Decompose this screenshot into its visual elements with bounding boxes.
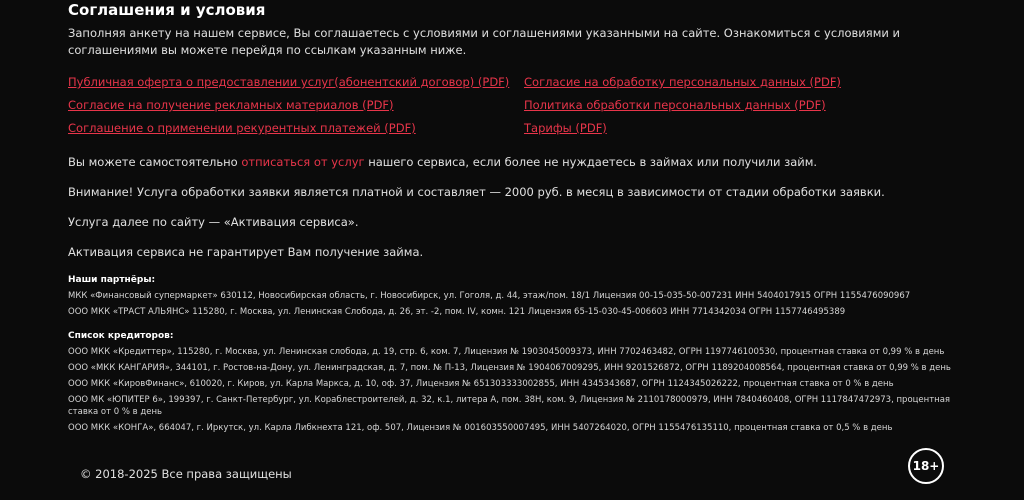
unsubscribe-text-before: Вы можете самостоятельно [68,155,242,169]
disclaimer-paragraph: Активация сервиса не гарантирует Вам получение займа. [68,245,424,259]
link-personal-data-consent[interactable]: Согласие на обработку персональных данных (PDF) [524,75,841,89]
creditor-item: ООО МК «ЮПИТЕР 6», 199397, г. Санкт-Петербург, ул. Кораблестроителей, д. 32, к.1, литера А, пом. 38Н, ком. 9, Лицензия № 2110178000979, ИНН 7840460408, ОГРН 1117847472973, процентная ставка от 0 % в день [68,395,951,417]
creditor-item: ООО МКК «КировФинанс», 610020, г. Киров, ул. Карла Маркса, д. 10, оф. 37, Лицензия № 651303333002855, ИНН 4345343687, ОГРН 1124345026222, процентная ставка от 0 % в день [68,379,894,389]
documents-links [68,73,958,137]
link-advertising-consent[interactable]: Согласие на получение рекламных материалов (PDF) [68,98,394,112]
copyright-text: © 2018-2025 Все права защищены [80,467,292,481]
section-title: Соглашения и условия [68,1,266,19]
link-recurring-payments[interactable]: Соглашение о применении рекурентных платежей (PDF) [68,121,416,135]
creditor-item: ООО «МКК КАНГАРИЯ», 344101, г. Ростов-на-Дону, ул. Ленинградская, д. 7, пом. № П-13, Лицензия № 1904067009295, ИНН 9201526872, ОГРН 1189204008564, процентная ставка от 0,99 % в день [68,363,951,373]
unsubscribe-paragraph [68,154,958,170]
agreements-section [68,0,958,434]
link-privacy-policy[interactable]: Политика обработки персональных данных (PDF) [524,98,826,112]
warning-paragraph: Внимание! Услуга обработки заявки является платной и составляет — 2000 руб. в месяц в зависимости от стадии обработки заявки. [68,185,885,199]
unsubscribe-text-after: нашего сервиса, если более не нуждаетесь в займах или получили займ. [364,155,818,169]
link-tariffs[interactable]: Тарифы (PDF) [524,121,607,135]
unsubscribe-link[interactable]: отписаться от услуг [241,155,365,169]
partner-item: ООО МКК «ТРАСТ АЛЬЯНС» 115280, г. Москва, ул. Ленинская Слобода, д. 26, эт. -2, пом. IV, комн. 121 Лицензия 65-15-030-45-006603 ИНН 7714342034 ОГРН 1157746495389 [68,307,846,317]
creditor-item: ООО МКК «Кредиттер», 115280, г. Москва, ул. Ленинская слобода, д. 19, стр. 6, ком. 7, Лицензия № 1903045009373, ИНН 7702463482, ОГРН 1197746100530, процентная ставка от 0,99 % в день [68,347,945,357]
partner-item: МКК «Финансовый супермаркет» 630112, Новосибирская область, г. Новосибирск, ул. Гоголя, д. 44, этаж/пом. 18/1 Лицензия 00-15-035-50-007231 ИНН 5404017915 ОГРН 1155476090967 [68,291,911,301]
creditor-item: ООО МКК «КОНГА», 664047, г. Иркутск, ул. Карла Либкнехта 121, оф. 507, Лицензия № 001603550007495, ИНН 5407264020, ОГРН 1155476135110, процентная ставка от 0,5 % в день [68,423,893,433]
age-restriction-badge: 18+ [908,448,944,484]
intro-text: Заполняя анкету на нашем сервисе, Вы соглашаетесь с условиями и соглашениями указанными на сайте. Ознакомиться с условиями и соглашениями вы можете перейдя по ссылкам указанным ниже. [68,26,900,57]
service-name-paragraph: Услуга далее по сайту — «Активация сервиса». [68,215,359,229]
creditors-heading: Список кредиторов: [68,331,174,341]
link-public-offer[interactable]: Публичная оферта о предоставлении услуг(абонентский договор) (PDF) [68,75,510,89]
partners-heading: Наши партнёры: [68,275,156,285]
